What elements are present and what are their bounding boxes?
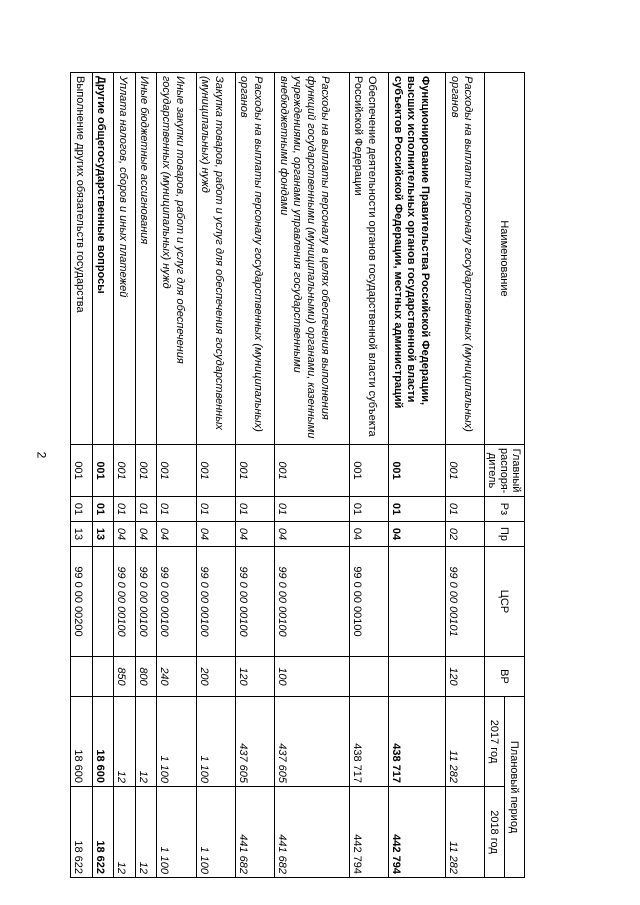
row-pr: 04 (235, 522, 274, 547)
row-csr: 99 0 00 00100 (274, 547, 349, 657)
row-amount-2017: 11 282 (445, 697, 484, 787)
row-amount-2018: 1 100 (196, 787, 235, 878)
row-pr: 04 (349, 522, 388, 547)
row-rz: 01 (114, 497, 136, 522)
row-amount-2017: 18 600 (71, 697, 93, 787)
row-vr: 100 (274, 657, 349, 697)
header-plan-period: Плановый период (505, 697, 525, 878)
row-amount-2018: 12 (114, 787, 136, 878)
row-pr: 04 (157, 522, 196, 547)
table-row (349, 73, 388, 878)
row-main-manager: 001 (349, 445, 388, 497)
row-csr: 99 0 00 00100 (349, 547, 388, 657)
row-vr: 200 (196, 657, 235, 697)
row-main-manager: 001 (235, 445, 274, 497)
row-csr: 99 0 00 00100 (196, 547, 235, 657)
row-vr: 800 (135, 657, 157, 697)
row-rz: 01 (196, 497, 235, 522)
row-csr: 99 0 00 00100 (157, 547, 196, 657)
row-vr (388, 657, 445, 697)
row-name: Функционирование Правительства Российской Федерации, высших исполнительных органов государственной власти субъектов Российской Федерации, местных администраций (388, 73, 445, 445)
row-amount-2018: 442 794 (349, 787, 388, 878)
header-main-manager: Главный распоря-дитель (485, 445, 525, 497)
row-rz: 01 (71, 497, 93, 522)
row-amount-2017: 1 100 (196, 697, 235, 787)
row-pr: 02 (445, 522, 484, 547)
row-amount-2017: 437 605 (274, 697, 349, 787)
row-rz: 01 (92, 497, 114, 522)
header-vr: ВР (485, 657, 525, 697)
row-main-manager: 001 (445, 445, 484, 497)
row-amount-2017: 437 605 (235, 697, 274, 787)
row-vr: 850 (114, 657, 136, 697)
table-row (157, 73, 196, 878)
table-row (135, 73, 157, 878)
row-name: Обеспечение деятельности органов государственной власти субъекта Российской Федерации (349, 73, 388, 445)
row-pr: 04 (196, 522, 235, 547)
row-amount-2018: 442 794 (388, 787, 445, 878)
table-row (92, 73, 114, 878)
row-main-manager: 001 (196, 445, 235, 497)
table-row (235, 73, 274, 878)
header-year-2017: 2017 год (485, 697, 505, 787)
row-pr: 04 (135, 522, 157, 547)
row-main-manager: 001 (114, 445, 136, 497)
row-amount-2018: 11 282 (445, 787, 484, 878)
header-pr: Пр (485, 522, 525, 547)
row-amount-2017: 18 600 (92, 697, 114, 787)
table-row (445, 73, 484, 878)
row-name: Расходы на выплаты персоналу государственных (муниципальных) органов (235, 73, 274, 445)
header-csr: ЦСР (485, 547, 525, 657)
row-amount-2017: 438 717 (349, 697, 388, 787)
table-row (71, 73, 93, 878)
page-number: 2 (34, 451, 49, 459)
row-name: Иные закупки товаров, работ и услуг для обеспечения государственных (муниципальных) нужд (157, 73, 196, 445)
row-rz: 01 (135, 497, 157, 522)
row-csr: 99 0 00 00100 (235, 547, 274, 657)
row-amount-2017: 12 (135, 697, 157, 787)
row-main-manager: 001 (157, 445, 196, 497)
row-csr: 99 0 00 00100 (114, 547, 136, 657)
row-main-manager: 001 (135, 445, 157, 497)
row-main-manager: 001 (388, 445, 445, 497)
row-csr (388, 547, 445, 657)
row-name: Другие общегосударственные вопросы (92, 73, 114, 445)
row-amount-2018: 441 682 (235, 787, 274, 878)
budget-table (70, 72, 525, 878)
rotated-page-content (70, 72, 525, 877)
row-rz: 01 (445, 497, 484, 522)
row-main-manager: 001 (274, 445, 349, 497)
row-vr: 120 (235, 657, 274, 697)
row-vr (92, 657, 114, 697)
row-csr: 99 0 00 00200 (71, 547, 93, 657)
row-vr (71, 657, 93, 697)
row-pr: 04 (388, 522, 445, 547)
row-vr: 240 (157, 657, 196, 697)
row-main-manager: 001 (71, 445, 93, 497)
row-pr: 04 (274, 522, 349, 547)
row-name: Расходы на выплаты персоналу государственных (муниципальных) органов (445, 73, 484, 445)
header-year-2018: 2018 год (485, 787, 505, 878)
row-amount-2018: 441 682 (274, 787, 349, 878)
row-name: Расходы на выплаты персоналу в целях обеспечения выполнения функций государственными (муниципальными) органами, казенными учреждениями, органами управления государственными внебюджетными фондами (274, 73, 349, 445)
header-name: Наименование (485, 73, 525, 445)
row-vr: 120 (445, 657, 484, 697)
table-body (71, 73, 485, 878)
row-vr (349, 657, 388, 697)
table-row (388, 73, 445, 878)
row-amount-2017: 1 100 (157, 697, 196, 787)
row-name: Закупка товаров, работ и услуг для обеспечения государственных (муниципальных) нужд (196, 73, 235, 445)
row-amount-2018: 1 100 (157, 787, 196, 878)
row-rz: 01 (349, 497, 388, 522)
row-name: Выполнение других обязательств государства (71, 73, 93, 445)
row-main-manager: 001 (92, 445, 114, 497)
row-csr: 99 0 00 00100 (135, 547, 157, 657)
table-row (114, 73, 136, 878)
row-amount-2017: 438 717 (388, 697, 445, 787)
row-rz: 01 (274, 497, 349, 522)
row-amount-2017: 12 (114, 697, 136, 787)
row-name: Иные бюджетные ассигнования (135, 73, 157, 445)
row-amount-2018: 18 622 (71, 787, 93, 878)
row-pr: 04 (114, 522, 136, 547)
row-csr: 99 0 00 00101 (445, 547, 484, 657)
table-row (196, 73, 235, 878)
row-pr: 13 (92, 522, 114, 547)
row-rz: 01 (235, 497, 274, 522)
header-rz: Рз (485, 497, 525, 522)
row-rz: 01 (157, 497, 196, 522)
row-amount-2018: 18 622 (92, 787, 114, 878)
row-pr: 13 (71, 522, 93, 547)
row-rz: 01 (388, 497, 445, 522)
row-amount-2018: 12 (135, 787, 157, 878)
row-csr (92, 547, 114, 657)
table-row (274, 73, 349, 878)
row-name: Уплата налогов, сборов и иных платежей (114, 73, 136, 445)
